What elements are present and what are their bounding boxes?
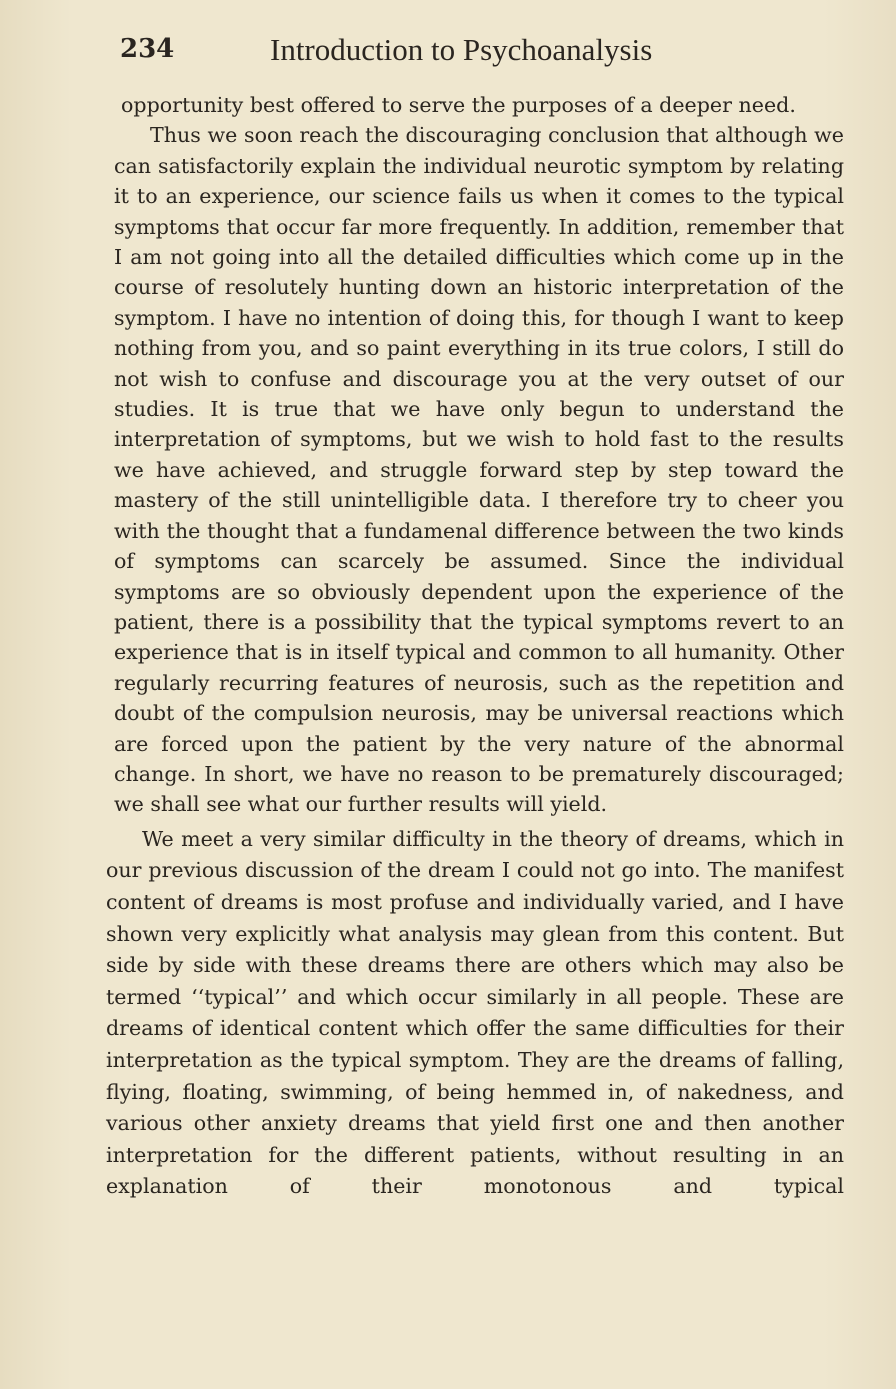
running-head: Introduction to Psychoanalysis: [270, 32, 653, 67]
paragraph-typical-dreams: We meet a very similar difficulty in the theory of dreams, which in our previous discussion of the dream I could not go into. The manifest content of dreams is most profuse and individually varied, and I have shown very explicitly what analysis may glean from this content. But side by side with these dreams there are others which may also be termed ‘‘typical’’ and which occur similarly in all people. These are dreams of identical content which offer the same difficulties for their interpretation as the typical symptom. They are the dreams of falling, flying, floating, swimming, of being hemmed in, of nakedness, and various other anxiety dreams that yield first one and then another interpretation for the different patients, without resulting in an explanation of their monotonous and typical: [106, 826, 844, 1199]
page-header: [120, 30, 720, 74]
paragraph-continuation: opportunity best offered to serve the purposes of a deeper need.: [121, 93, 796, 117]
paragraph-discouraging-conclusion: Thus we soon reach the discouraging conclusion that although we can satisfactorily explain the individual neurotic symptom by relating it to an experience, our science fails us when it comes to the typical symptoms that occur far more frequently. In addition, remember that I am not going into all the detailed difficulties which come up in the course of resolutely hunting down an historic interpretation of the symptom. I have no intention of doing this, for though I want to keep nothing from you, and so paint everything in its true colors, I still do not wish to confuse and discourage you at the very outset of our studies. It is true that we have only begun to understand the interpretation of symptoms, but we wish to hold fast to the results we have achieved, and struggle forward step by step toward the mastery of the still unintelligible data. I therefore try to cheer you with the thought that a fundamenal difference between the two kinds of symptoms can scarcely be assumed. Since the individual symptoms are so obviously dependent upon the experience of the patient, there is a possibility that the typical symptoms revert to an experience that is in itself typical and common to all humanity. Other regularly recurring features of neurosis, such as the repetition and doubt of the compulsion neurosis, may be universal reactions which are forced upon the patient by the very nature of the abnormal change. In short, we have no reason to be prematurely discouraged; we shall see what our further results will yield.: [114, 123, 844, 817]
body-text: [106, 90, 844, 1203]
page-number: 234: [120, 34, 175, 64]
